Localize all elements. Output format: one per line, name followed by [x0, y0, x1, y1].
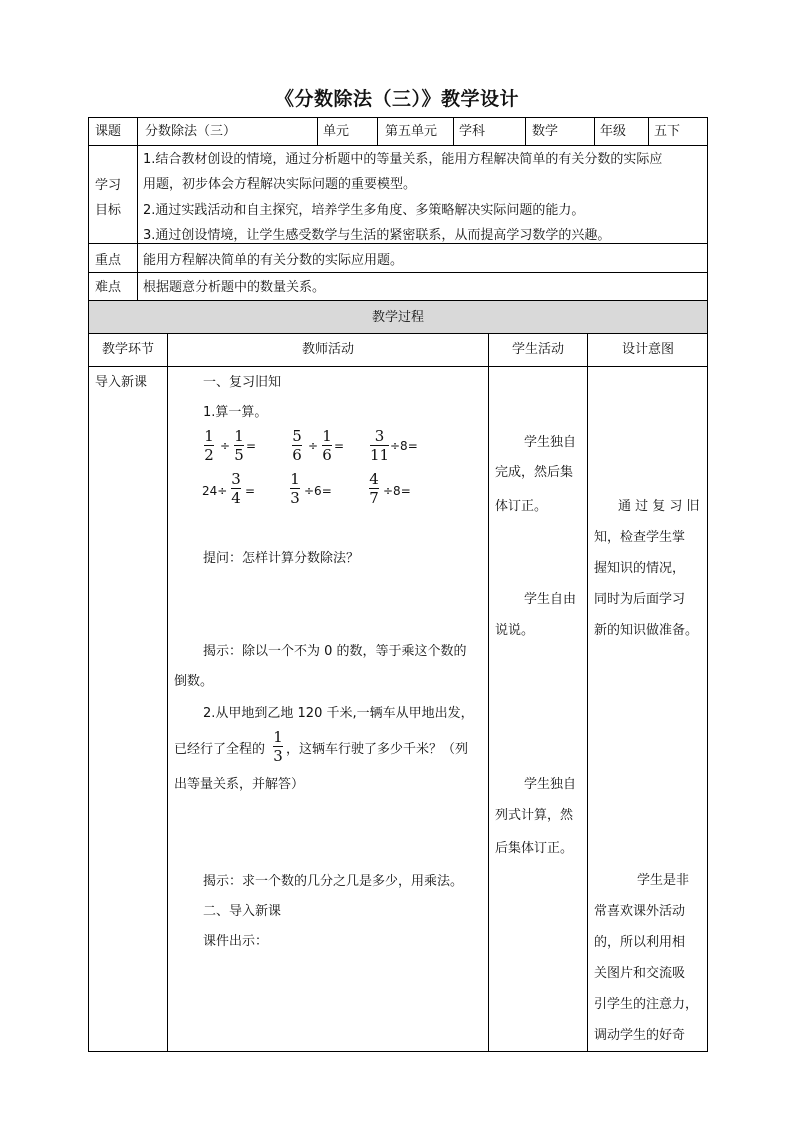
operator: = — [246, 439, 257, 453]
student-activity-line: 体订正。 — [495, 499, 548, 514]
col-header-intent: 设计意图 — [621, 342, 674, 357]
intent-line: 学生是非 — [637, 873, 690, 888]
topic-label: 课题 — [95, 124, 122, 139]
difficult-point-label: 难点 — [95, 280, 122, 295]
intent-line: 通 过 复 习 旧 — [618, 499, 700, 514]
calc-heading: 1.算一算。 — [203, 405, 268, 420]
student-activity-line: 学生自由 — [524, 592, 577, 607]
intent-line: 同时为后面学习 — [594, 592, 686, 607]
student-activity-line: 完成，然后集 — [495, 465, 574, 480]
intent-line: 知，检查学生掌 — [594, 530, 686, 545]
reveal-text-cont: 倒数。 — [174, 674, 214, 689]
goals-label-line2: 目标 — [95, 203, 122, 218]
question-text: 提问：怎样计算分数除法？ — [203, 551, 360, 566]
key-point-label: 重点 — [95, 253, 122, 268]
document-title: 《分数除法（三）》教学设计 — [274, 88, 519, 110]
process-header: 教学过程 — [371, 310, 424, 325]
problem-text-cont: 出等量关系，并解答） — [174, 777, 305, 792]
problem-fraction: 1 3 — [273, 728, 283, 765]
problem-text-part: 已经行了全程的 — [174, 742, 266, 757]
goals-label-line1: 学习 — [95, 178, 122, 193]
difficult-point-text: 根据题意分析题中的数量关系。 — [143, 280, 326, 295]
student-activity-line: 列式计算，然 — [495, 808, 574, 823]
intent-line: 关图片和交流吸 — [594, 966, 686, 981]
goal-line: 2.通过实践活动和自主探究，培养学生多角度、多策略解决实际问题的能力。 — [143, 203, 585, 218]
grade-value: 五下 — [654, 124, 681, 139]
fraction: 1 6 — [322, 427, 332, 464]
operator: ÷6= — [304, 484, 332, 498]
intent-line: 握知识的情况， — [594, 561, 686, 576]
intent-line: 调动学生的好奇 — [594, 1028, 686, 1043]
fraction: 1 3 — [290, 470, 300, 507]
fraction: 3 11 — [370, 427, 390, 464]
student-activity-line: 学生独自 — [524, 435, 577, 450]
operator: 24÷ — [202, 484, 228, 498]
fraction: 1 2 — [204, 427, 214, 464]
operator: = — [245, 484, 256, 498]
intent-line: 引学生的注意力， — [594, 997, 699, 1012]
unit-value: 第五单元 — [385, 124, 438, 139]
intro-heading: 二、导入新课 — [203, 904, 282, 919]
unit-label: 单元 — [323, 124, 350, 139]
student-activity-line: 后集体订正。 — [495, 841, 574, 856]
intent-line: 新的知识做准备。 — [594, 623, 699, 638]
operator: ÷ — [220, 439, 231, 453]
reveal-text: 揭示：除以一个不为 0 的数，等于乘这个数的 — [203, 644, 467, 659]
operator: ÷8= — [383, 484, 411, 498]
goal-line: 1.结合教材创设的情境，通过分析题中的等量关系，能用方程解决简单的有关分数的实际应 — [143, 152, 663, 167]
goal-line: 3.通过创设情境，让学生感受数学与生活的紧密联系，从而提高学习数学的兴趣。 — [143, 228, 611, 243]
col-header-stage: 教学环节 — [101, 342, 154, 357]
student-activity-line: 学生独自 — [524, 777, 577, 792]
problem-text: 2.从甲地到乙地 120 千米,一辆车从甲地出发， — [203, 706, 474, 721]
grade-label: 年级 — [600, 124, 627, 139]
fraction: 4 7 — [369, 470, 379, 507]
topic-value: 分数除法（三） — [145, 124, 237, 139]
operator: ÷ — [308, 439, 319, 453]
col-header-teacher: 教师活动 — [301, 342, 354, 357]
subject-label: 学科 — [459, 124, 486, 139]
reveal-text: 揭示：求一个数的几分之几是多少，用乘法。 — [203, 874, 464, 889]
intent-line: 的，所以利用相 — [594, 935, 686, 950]
operator: ÷8= — [390, 439, 418, 453]
subject-value: 数学 — [532, 124, 559, 139]
lesson-plan-table — [88, 117, 708, 1052]
courseware-text: 课件出示： — [203, 934, 269, 949]
intent-line: 常喜欢课外活动 — [594, 904, 686, 919]
fraction: 3 4 — [231, 470, 241, 507]
problem-text-part: ，这辆车行驶了多少千米？（列 — [286, 742, 469, 757]
stage-label: 导入新课 — [95, 375, 148, 390]
goal-line: 用题，初步体会方程解决实际问题的重要模型。 — [143, 177, 417, 192]
col-header-student: 学生活动 — [511, 342, 564, 357]
fraction: 5 6 — [292, 427, 302, 464]
fraction: 1 5 — [234, 427, 244, 464]
review-heading: 一、复习旧知 — [203, 375, 282, 390]
operator: = — [334, 439, 345, 453]
key-point-text: 能用方程解决简单的有关分数的实际应用题。 — [143, 253, 404, 268]
student-activity-line: 说说。 — [495, 623, 535, 638]
